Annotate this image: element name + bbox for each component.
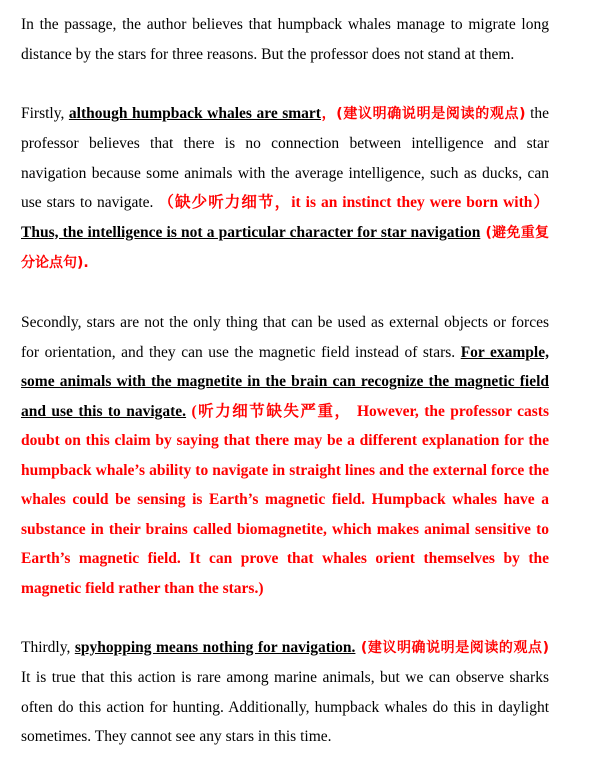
third-point-comment: (建议明确说明是阅读的观点) xyxy=(355,639,549,656)
first-point-lead: Firstly, xyxy=(21,104,69,122)
third-point-lead: Thirdly, xyxy=(21,638,75,656)
first-point-comment-3: (避免重复分论点句). xyxy=(21,224,549,271)
first-point-body: the professor believes that there is no connection between intelligence and star navigation because some animals with the average intelligence, such as ducks, can use stars to navigate. xyxy=(21,104,550,211)
first-point-comment-1: ，(建议明确说明是阅读的观点) xyxy=(320,105,526,122)
second-point-body: Secondly, stars are not the only thing that can be used as external objects or forces for orientation, and they can use the magnetic field instead of stars. xyxy=(21,314,549,361)
paragraph-intro xyxy=(21,10,549,69)
second-point-example: For example, some animals with the magnetite in the brain can recognize the magnetic field and use this to navigate. xyxy=(21,343,549,420)
third-point-claim: spyhopping means nothing for navigation. xyxy=(74,638,356,656)
third-point-body: It is true that this action is rare among marine animals, but we can observe sharks often do this action for hunting. Additionally, humpback whales do this in daylight sometimes. They cannot see any stars in this time. xyxy=(21,669,549,745)
second-point-comment: (听力细节缺失严重， However, the professor casts doubt on this claim by saying that there may be a different explanation for the humpback whale’s ability to navigate in straight lines and the external force the whales could be sensing is Earth’s magnetic field. Humpback whales have a substance in their brains called biomagnetite, which makes animal sensitive to Earth’s magnetic field. It can prove that whales orient themselves by the magnetic field rather than the stars.) xyxy=(21,402,549,597)
essay-document xyxy=(21,10,549,781)
first-point-comment-2: （缺少听力细节，it is an instinct they were born with） xyxy=(158,194,549,211)
first-point-claim: although humpback whales are smart xyxy=(68,104,321,122)
paragraph-third-point xyxy=(21,633,549,752)
paragraph-first-point xyxy=(21,99,549,279)
paragraph-second-point xyxy=(21,308,549,603)
intro-text: In the passage, the author believes that humpback whales manage to migrate long distance by the stars for three reasons. But the professor does not stand at them. xyxy=(21,16,549,63)
first-point-conclusion: Thus, the intelligence is not a particular character for star navigation xyxy=(21,223,481,241)
